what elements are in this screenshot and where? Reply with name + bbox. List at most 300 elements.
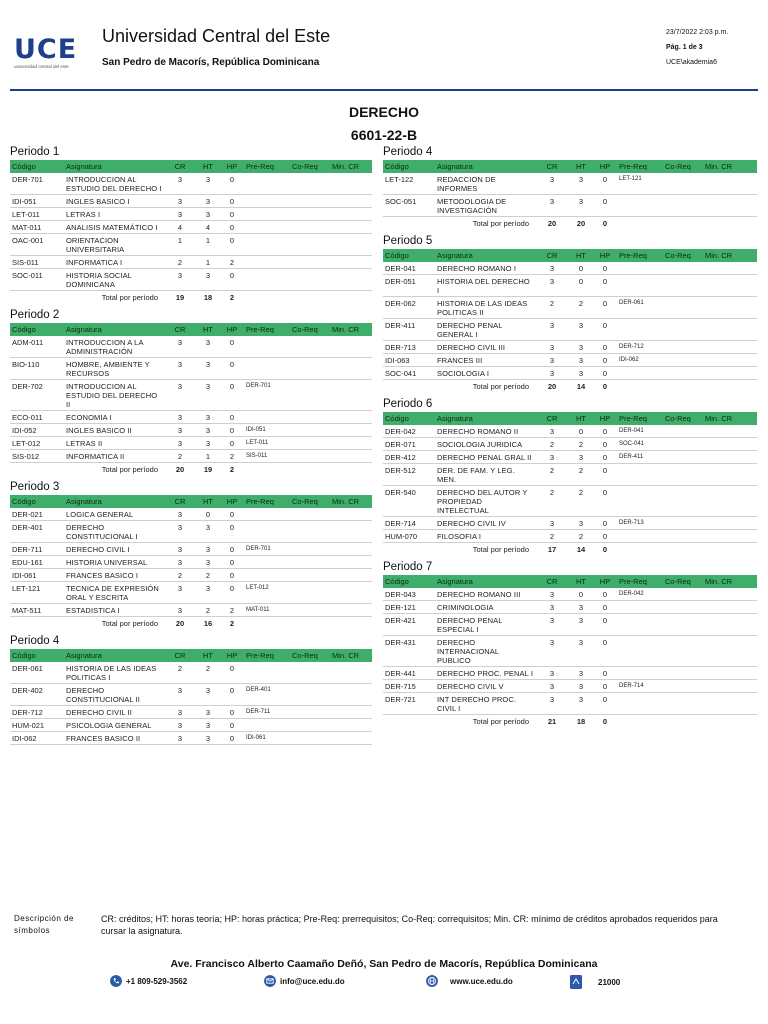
- course-theory-hours: 3: [569, 195, 593, 217]
- course-practice-hours: 0: [220, 437, 244, 450]
- course-min-credits: [703, 614, 757, 636]
- total-label: Total por período: [101, 618, 158, 628]
- course-credits: 3: [535, 173, 569, 195]
- course-prerequisite: [244, 195, 290, 208]
- total-padding: [244, 291, 372, 304]
- course-min-credits: [330, 521, 372, 543]
- course-name: DERECHO DEL AUTOR Y PROPIEDAD INTELECTUAL: [435, 486, 535, 517]
- course-code: IDI-062: [10, 732, 64, 745]
- course-row: [10, 521, 372, 543]
- course-name: DER. DE FAM. Y LEG. MEN.: [435, 464, 535, 486]
- column-header: Co-Req: [290, 323, 330, 336]
- column-header: Pre-Req: [617, 575, 663, 588]
- course-theory-hours: 3: [569, 367, 593, 380]
- column-header: Min. CR: [703, 160, 757, 173]
- column-header: Código: [383, 160, 435, 173]
- column-header: Pre-Req: [617, 160, 663, 173]
- course-code: DER-711: [10, 543, 64, 556]
- course-prerequisite: DER-712: [617, 341, 663, 354]
- course-min-credits: [330, 173, 372, 195]
- course-prerequisite: [617, 530, 663, 543]
- course-practice-hours: 2: [220, 604, 244, 617]
- table-header-row: [10, 323, 372, 336]
- university-city: San Pedro de Macorís, República Dominicana: [102, 57, 320, 68]
- course-prerequisite: SOC-041: [617, 438, 663, 451]
- course-theory-hours: 0: [569, 425, 593, 438]
- course-code: DER-402: [10, 684, 64, 706]
- course-name: DERECHO CIVIL II: [64, 706, 164, 719]
- column-header: Min. CR: [330, 323, 372, 336]
- course-practice-hours: 0: [593, 275, 617, 297]
- column-header: Co-Req: [663, 249, 703, 262]
- course-name: DERECHO ROMANO III: [435, 588, 535, 601]
- total-padding: [244, 463, 372, 476]
- course-name: DERECHO ROMANO II: [435, 425, 535, 438]
- course-code: BIO-110: [10, 358, 64, 380]
- course-prerequisite: [617, 319, 663, 341]
- course-name: DERECHO PROC. PENAL I: [437, 668, 534, 678]
- header-divider: [10, 89, 758, 91]
- course-row: [383, 517, 757, 530]
- course-corequisite: [290, 358, 330, 380]
- course-name: DERECHO CIVIL III: [435, 341, 535, 354]
- course-code: MAT-511: [10, 604, 64, 617]
- uce-logo: [14, 36, 84, 70]
- course-credits: 3: [164, 684, 196, 706]
- course-name: DERECHO PENAL ESPECIAL I: [435, 614, 535, 636]
- course-code: IDI-061: [10, 569, 64, 582]
- course-prerequisite: [244, 269, 290, 291]
- course-min-credits: [703, 173, 757, 195]
- course-name: ANALISIS MATEMÁTICO I: [64, 221, 164, 234]
- column-header: Código: [10, 323, 64, 336]
- table-header-row: [10, 649, 372, 662]
- course-code: HUM-070: [383, 530, 435, 543]
- course-min-credits: [330, 706, 372, 719]
- course-prerequisite: DER-701: [244, 380, 290, 411]
- course-prerequisite: [617, 693, 663, 715]
- course-row: [10, 221, 372, 234]
- course-prerequisite: DER-411: [617, 451, 663, 464]
- course-practice-hours: 0: [593, 588, 617, 601]
- course-row: [383, 636, 757, 667]
- course-row: [383, 680, 757, 693]
- course-practice-hours: 0: [593, 319, 617, 341]
- course-credits: 3: [535, 667, 569, 680]
- course-prerequisite: [244, 719, 290, 732]
- course-row: [10, 556, 372, 569]
- course-corequisite: [663, 530, 703, 543]
- course-theory-hours: 3: [196, 358, 220, 380]
- course-corequisite: [663, 297, 703, 319]
- course-credits: 2: [164, 450, 196, 463]
- column-header: HP: [220, 323, 244, 336]
- course-practice-hours: 0: [220, 411, 244, 424]
- table-header-row: [383, 575, 757, 588]
- course-practice-hours: 0: [220, 221, 244, 234]
- course-code: DER-021: [10, 508, 64, 521]
- period-table: [10, 649, 372, 745]
- course-code: DER-062: [383, 297, 435, 319]
- course-theory-hours: 3: [569, 614, 593, 636]
- course-credits: 3: [164, 336, 196, 358]
- course-theory-hours: 3: [569, 319, 593, 341]
- course-practice-hours: 0: [220, 684, 244, 706]
- left-column: [10, 144, 372, 745]
- course-name: DERECHO CONSTITUCIONAL I: [64, 521, 164, 543]
- column-header: HT: [196, 649, 220, 662]
- course-credits: 3: [164, 582, 196, 604]
- course-corequisite: [290, 684, 330, 706]
- course-row: [10, 208, 372, 221]
- course-prerequisite: SIS-011: [244, 450, 290, 463]
- email-address[interactable]: info@uce.edu.do: [280, 976, 345, 986]
- course-practice-hours: 0: [593, 297, 617, 319]
- course-min-credits: [703, 464, 757, 486]
- course-row: [383, 588, 757, 601]
- period-table: [10, 323, 372, 475]
- course-corequisite: [663, 275, 703, 297]
- course-corequisite: [290, 437, 330, 450]
- total-label: Total por período: [472, 544, 529, 554]
- course-name: INGLES BASICO I: [64, 195, 164, 208]
- column-header: HP: [220, 495, 244, 508]
- column-header: Pre-Req: [617, 249, 663, 262]
- course-row: [383, 275, 757, 297]
- course-prerequisite: [244, 358, 290, 380]
- course-prerequisite: LET-011: [244, 437, 290, 450]
- course-row: [10, 234, 372, 256]
- course-code: MAT-011: [10, 221, 64, 234]
- column-header: HT: [196, 160, 220, 173]
- course-theory-hours: 0: [569, 275, 593, 297]
- course-row: [383, 667, 757, 680]
- column-header: Min. CR: [330, 649, 372, 662]
- period-table: [383, 160, 757, 229]
- course-name: ECONOMIA I: [64, 411, 164, 424]
- course-name: SOCIOLOGIA I: [435, 367, 535, 380]
- course-theory-hours: 3: [196, 208, 220, 221]
- course-corequisite: [663, 464, 703, 486]
- course-corequisite: [290, 556, 330, 569]
- course-corequisite: [290, 424, 330, 437]
- report-user: UCE\akademia6: [666, 59, 717, 66]
- course-theory-hours: 3: [569, 354, 593, 367]
- course-code: OAC-001: [10, 234, 64, 256]
- course-prerequisite: [244, 508, 290, 521]
- course-theory-hours: 3: [569, 173, 593, 195]
- course-row: [10, 269, 372, 291]
- course-row: [10, 380, 372, 411]
- course-theory-hours: 2: [196, 604, 220, 617]
- period-title: Periodo 4: [10, 635, 60, 647]
- course-name: DERECHO CIVIL IV: [435, 517, 535, 530]
- total-padding: [244, 617, 372, 630]
- course-theory-hours: 3: [569, 341, 593, 354]
- total-padding: [617, 380, 757, 393]
- course-theory-hours: 0: [196, 508, 220, 521]
- course-practice-hours: 0: [593, 517, 617, 530]
- course-credits: 3: [164, 269, 196, 291]
- course-credits: 2: [164, 662, 196, 684]
- course-name: REDACCION DE INFORMES: [435, 173, 535, 195]
- course-name: HOMBRE, AMBIENTE Y RECURSOS: [64, 358, 164, 380]
- course-prerequisite: DER-401: [244, 684, 290, 706]
- course-practice-hours: 0: [593, 667, 617, 680]
- course-code: SIS-012: [10, 450, 64, 463]
- column-header: Código: [383, 575, 435, 588]
- period-total-row: [383, 715, 757, 728]
- course-min-credits: [703, 425, 757, 438]
- course-theory-hours: 2: [569, 464, 593, 486]
- course-theory-hours: 3: [569, 680, 593, 693]
- column-header: Min. CR: [330, 495, 372, 508]
- course-credits: 2: [535, 438, 569, 451]
- course-theory-hours: 3: [569, 636, 593, 667]
- column-header: Asignatura: [435, 412, 535, 425]
- course-credits: 2: [535, 297, 569, 319]
- website-link[interactable]: www.uce.edu.do: [450, 976, 513, 986]
- period-title: Periodo 7: [383, 561, 433, 573]
- course-name: INTRODUCCION AL ESTUDIO DEL DERECHO II: [64, 380, 164, 411]
- total-credits: 20: [175, 618, 185, 628]
- course-practice-hours: 0: [220, 569, 244, 582]
- course-prerequisite: [617, 262, 663, 275]
- course-min-credits: [703, 275, 757, 297]
- course-row: [383, 464, 757, 486]
- course-prerequisite: LET-012: [244, 582, 290, 604]
- column-header: Código: [10, 495, 64, 508]
- course-prerequisite: LET-121: [617, 173, 663, 195]
- course-corequisite: [290, 706, 330, 719]
- footer-phone: [110, 975, 187, 987]
- total-label: Total por período: [472, 381, 529, 391]
- course-row: [10, 336, 372, 358]
- course-row: [10, 604, 372, 617]
- course-prerequisite: [617, 275, 663, 297]
- course-prerequisite: [617, 636, 663, 667]
- course-credits: 3: [535, 451, 569, 464]
- course-corequisite: [663, 438, 703, 451]
- period-title: Periodo 5: [383, 235, 433, 247]
- course-prerequisite: [244, 173, 290, 195]
- column-header: CR: [535, 160, 569, 173]
- column-header: HP: [593, 575, 617, 588]
- course-corequisite: [290, 508, 330, 521]
- course-practice-hours: 0: [593, 693, 617, 715]
- course-name: DERECHO PENAL GRAL II: [435, 451, 535, 464]
- column-header: HT: [569, 575, 593, 588]
- course-row: [383, 438, 757, 451]
- course-name: HISTORIA DE LAS IDEAS POLITICAS II: [435, 297, 535, 319]
- course-code: SOC-051: [383, 195, 435, 217]
- footer-postal: [570, 975, 620, 989]
- course-credits: 3: [164, 208, 196, 221]
- course-code: DER-401: [10, 521, 64, 543]
- course-code: IDI-063: [383, 354, 435, 367]
- course-practice-hours: 0: [593, 354, 617, 367]
- period-table: [10, 160, 372, 303]
- course-credits: 2: [164, 569, 196, 582]
- course-prerequisite: [617, 367, 663, 380]
- course-name: DERECHO CIVIL V: [435, 680, 535, 693]
- course-code: LET-011: [10, 208, 64, 221]
- course-prerequisite: DER-041: [617, 425, 663, 438]
- course-credits: 3: [535, 601, 569, 614]
- course-name: FRANCES BASICO I: [64, 569, 164, 582]
- column-header: Pre-Req: [244, 649, 290, 662]
- course-corequisite: [290, 719, 330, 732]
- course-code: DER-421: [383, 614, 435, 636]
- course-theory-hours: 2: [569, 486, 593, 517]
- phone-number: +1 809-529-3562: [126, 976, 188, 986]
- course-row: [10, 569, 372, 582]
- course-practice-hours: 0: [220, 543, 244, 556]
- course-credits: 3: [164, 508, 196, 521]
- course-practice-hours: 0: [220, 358, 244, 380]
- globe-icon: [426, 975, 438, 987]
- course-credits: 3: [164, 424, 196, 437]
- course-practice-hours: 0: [593, 195, 617, 217]
- course-credits: 3: [164, 380, 196, 411]
- course-name: HISTORIA UNIVERSAL: [64, 556, 164, 569]
- course-credits: 3: [535, 693, 569, 715]
- total-practice-hours: 0: [602, 218, 608, 228]
- period-table: [383, 249, 757, 392]
- course-row: [383, 367, 757, 380]
- course-theory-hours: 3: [196, 380, 220, 411]
- course-min-credits: [330, 256, 372, 269]
- column-header: Co-Req: [290, 649, 330, 662]
- course-practice-hours: 0: [593, 636, 617, 667]
- course-theory-hours: 3: [196, 556, 220, 569]
- course-credits: 3: [164, 195, 196, 208]
- course-code: EDU-161: [10, 556, 64, 569]
- total-credits: 19: [175, 292, 185, 302]
- total-label: Total por período: [472, 716, 529, 726]
- course-min-credits: [703, 636, 757, 667]
- total-label: Total por período: [472, 218, 529, 228]
- period-title: Periodo 4: [383, 146, 433, 158]
- course-row: [10, 543, 372, 556]
- course-corequisite: [663, 636, 703, 667]
- course-code: DER-712: [10, 706, 64, 719]
- course-min-credits: [330, 208, 372, 221]
- course-corequisite: [663, 680, 703, 693]
- course-theory-hours: 3: [569, 601, 593, 614]
- course-prerequisite: [244, 521, 290, 543]
- course-prerequisite: [617, 486, 663, 517]
- course-corequisite: [663, 693, 703, 715]
- column-header: Min. CR: [703, 412, 757, 425]
- course-code: LET-121: [10, 582, 64, 604]
- course-name: INFORMATICA II: [64, 450, 164, 463]
- course-name: INFORMATICA I: [64, 256, 164, 269]
- course-credits: 3: [535, 319, 569, 341]
- career-name: DERECHO: [348, 104, 419, 120]
- course-theory-hours: 2: [569, 438, 593, 451]
- course-practice-hours: 0: [593, 425, 617, 438]
- course-practice-hours: 0: [220, 582, 244, 604]
- total-credits: 20: [547, 381, 557, 391]
- course-practice-hours: 0: [593, 451, 617, 464]
- column-header: Pre-Req: [244, 323, 290, 336]
- total-credits: 20: [175, 464, 185, 474]
- course-min-credits: [703, 517, 757, 530]
- total-padding: [617, 543, 757, 556]
- course-theory-hours: 3: [196, 719, 220, 732]
- course-prerequisite: [244, 662, 290, 684]
- course-corequisite: [663, 667, 703, 680]
- course-code: IDI-052: [10, 424, 64, 437]
- course-name: CRIMINOLOGIA: [435, 601, 535, 614]
- course-credits: 3: [535, 275, 569, 297]
- course-min-credits: [703, 319, 757, 341]
- course-practice-hours: 0: [593, 262, 617, 275]
- column-header: Co-Req: [663, 575, 703, 588]
- course-code: DER-051: [383, 275, 435, 297]
- course-min-credits: [703, 601, 757, 614]
- course-corequisite: [663, 319, 703, 341]
- course-code: ADM-011: [10, 336, 64, 358]
- course-min-credits: [330, 450, 372, 463]
- course-corequisite: [290, 221, 330, 234]
- course-row: [383, 297, 757, 319]
- column-header: HP: [593, 160, 617, 173]
- course-name: TECNICA DE EXPRESIÓN ORAL Y ESCRITA: [64, 582, 164, 604]
- course-name: INT DERECHO PROC. CIVIL I: [435, 693, 535, 715]
- column-header: HT: [569, 160, 593, 173]
- course-name: FILOSOFIA I: [435, 530, 535, 543]
- period-total-row: [383, 380, 757, 393]
- course-min-credits: [330, 234, 372, 256]
- course-practice-hours: 0: [593, 614, 617, 636]
- course-code: LET-012: [10, 437, 64, 450]
- course-theory-hours: 3: [196, 411, 220, 424]
- course-corequisite: [663, 367, 703, 380]
- course-row: [10, 732, 372, 745]
- period-total-row: [10, 617, 372, 630]
- column-header: HP: [220, 160, 244, 173]
- course-practice-hours: 2: [220, 450, 244, 463]
- course-practice-hours: 2: [220, 256, 244, 269]
- course-prerequisite: [244, 208, 290, 221]
- course-credits: 3: [164, 604, 196, 617]
- course-name: HISTORIA SOCIAL DOMINICANA: [64, 269, 164, 291]
- course-code: DER-713: [383, 341, 435, 354]
- period-title: Periodo 2: [10, 309, 60, 321]
- course-name: INTRODUCCION A LA ADMINISTRACIÓN: [64, 336, 164, 358]
- course-credits: 3: [535, 354, 569, 367]
- course-corequisite: [663, 341, 703, 354]
- course-row: [383, 486, 757, 517]
- period-title: Periodo 6: [383, 398, 433, 410]
- course-credits: 3: [535, 367, 569, 380]
- column-header: Co-Req: [663, 412, 703, 425]
- course-prerequisite: IDI-061: [244, 732, 290, 745]
- course-row: [10, 662, 372, 684]
- course-code: DER-121: [383, 601, 435, 614]
- table-header-row: [383, 412, 757, 425]
- course-row: [383, 425, 757, 438]
- course-name: DERECHO CONSTITUCIONAL II: [64, 684, 164, 706]
- course-theory-hours: 3: [196, 269, 220, 291]
- total-practice-hours: 2: [229, 618, 235, 628]
- column-header: CR: [164, 160, 196, 173]
- total-theory-hours: 14: [576, 381, 586, 391]
- course-practice-hours: 0: [593, 464, 617, 486]
- right-column: [383, 144, 757, 727]
